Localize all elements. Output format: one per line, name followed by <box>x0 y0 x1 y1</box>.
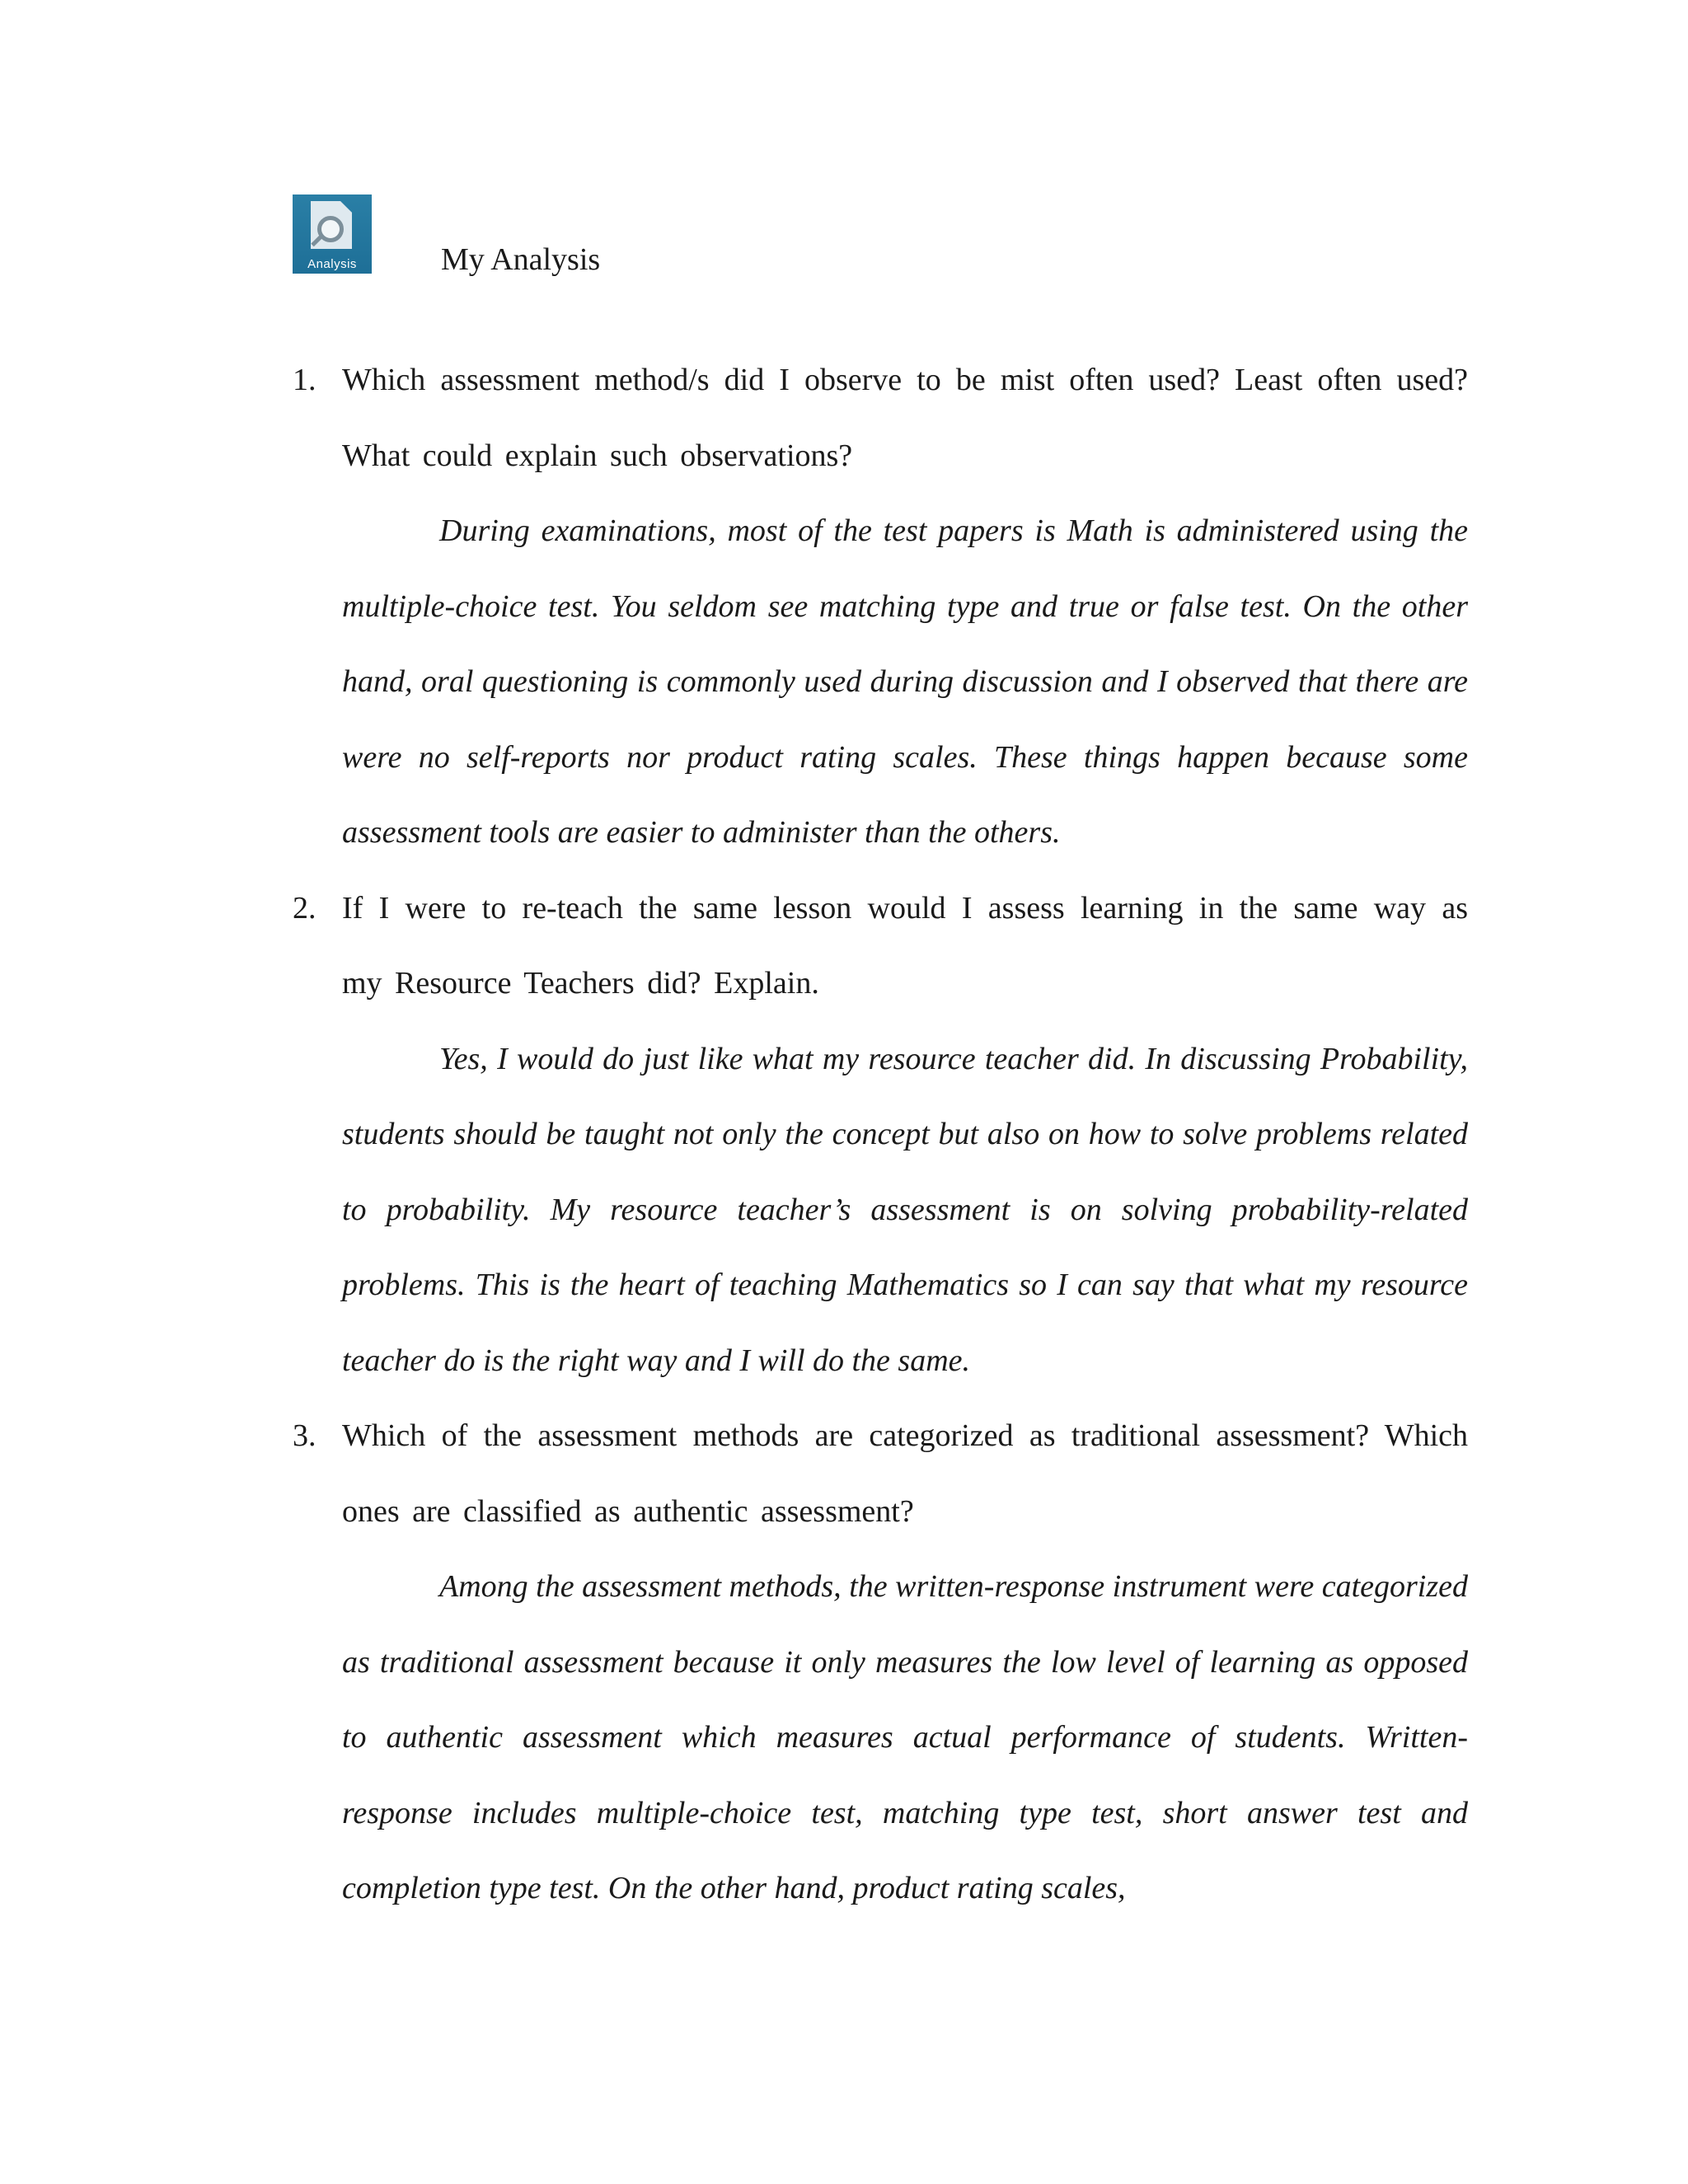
item-answer: Among the assessment methods, the written-response instrument were categorized as traditional assessment because it only measures the low level of learning as opposed to authentic assessment which measures actual performance of students. Written-response includes multiple-choice test, matching type test, short answer test and completion type test. On the other hand, product rating scales, <box>342 1569 1468 1905</box>
analysis-logo-icon <box>293 194 372 274</box>
item-question: Which assessment method/s did I observe to be mist often used? Least often used? What could explain such observations? <box>342 363 1468 473</box>
item-question: Which of the assessment methods are categorized as traditional assessment? Which ones are classified as authentic assessment? <box>342 1418 1468 1529</box>
list-item <box>293 1399 1468 1927</box>
item-answer: During examinations, most of the test papers is Math is administered using the multiple-choice test. You seldom see matching type and true or false test. On the other hand, oral questioning is commonly used during discussion and I observed that there are were no self-reports nor product rating scales. These things happen because some assessment tools are easier to administer than the others. <box>342 513 1468 850</box>
item-number: 2. <box>293 890 316 926</box>
page-title: My Analysis <box>441 242 601 277</box>
document-header <box>293 194 1447 277</box>
item-question: If I were to re-teach the same lesson would I assess learning in the same way as my Resource Teachers did? Explain. <box>342 890 1468 1001</box>
list-item <box>293 871 1468 1399</box>
item-answer: Yes, I would do just like what my resource teacher did. In discussing Probability, students should be taught not only the concept but also on how to solve problems related to probability. My resource teacher’s assessment is on solving probability-related problems. This is the heart of teaching Mathematics so I can say that what my resource teacher do is the right way and I will do the same. <box>342 1041 1468 1378</box>
item-number: 3. <box>293 1418 316 1453</box>
item-number: 1. <box>293 363 316 397</box>
analysis-list <box>293 343 1468 1927</box>
list-item <box>293 343 1468 871</box>
logo-caption: Analysis <box>307 257 357 271</box>
